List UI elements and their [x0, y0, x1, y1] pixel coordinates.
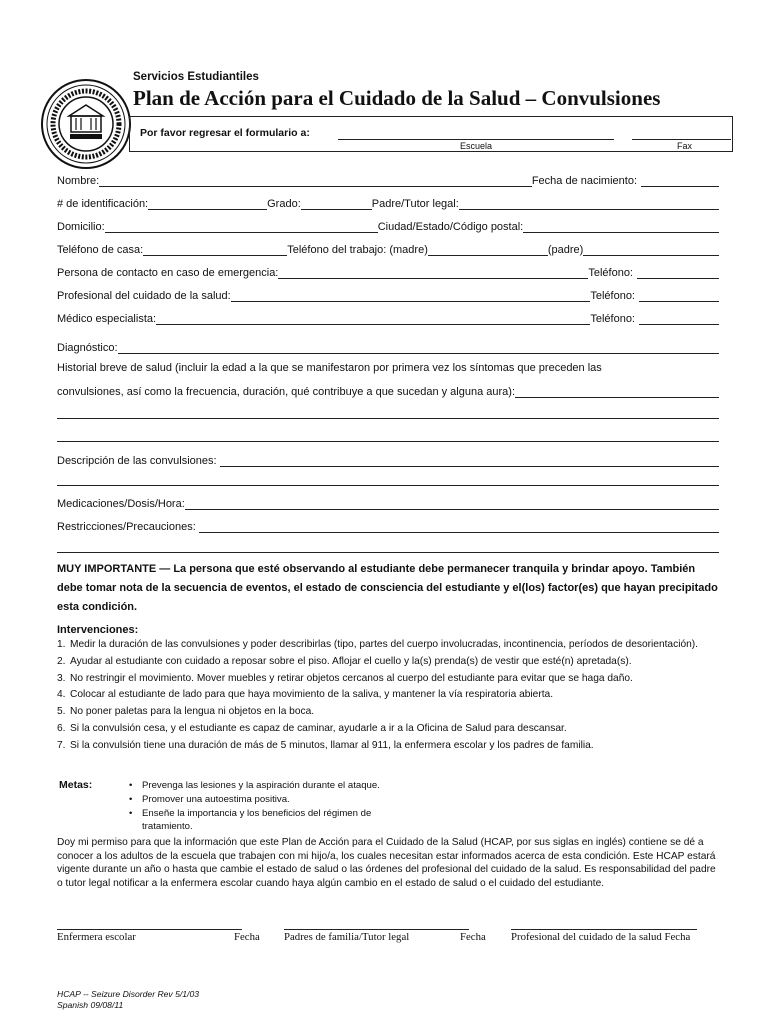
history-line-3[interactable] — [57, 441, 719, 442]
restrictions-label: Restricciones/Precauciones: — [57, 521, 196, 533]
medications-field[interactable] — [185, 497, 719, 510]
id-label: # de identificación: — [57, 198, 149, 210]
guardian-field[interactable] — [459, 197, 719, 210]
provider-phone-field[interactable] — [639, 289, 719, 302]
restrictions-field[interactable] — [199, 520, 719, 533]
row-diagnosis — [57, 338, 719, 354]
parent-date-label: Fecha — [460, 931, 486, 943]
provider-signature-label: Profesional del cuidado de la salud Fecha — [511, 931, 691, 943]
dob-label: Fecha de nacimiento: — [531, 175, 637, 187]
diagnosis-field[interactable] — [118, 341, 719, 354]
row-name — [57, 171, 719, 187]
intervention-item: 2. Ayudar al estudiante con cuidado a reposar sobre el piso. Aflojar el cuello y la(s) prenda(s) de vestir que esté(n) apretada(s). — [57, 655, 632, 667]
nurse-date-label: Fecha — [234, 931, 260, 943]
intervention-item: 6. Si la convulsión cesa, y el estudiante es capaz de caminar, ayudarle a ir a la Oficina de Salud para descansar. — [57, 722, 567, 734]
specialist-phone-label: Teléfono: — [590, 313, 635, 325]
address-field[interactable] — [105, 220, 378, 233]
home-phone-label: Teléfono de casa: — [57, 244, 144, 256]
specialist-field[interactable] — [156, 312, 590, 325]
emergency-field[interactable] — [278, 266, 588, 279]
father-phone-field[interactable] — [583, 243, 719, 256]
provider-label: Profesional del cuidado de la salud: — [57, 290, 231, 302]
form-revision-footer — [57, 989, 199, 1011]
mother-phone-field[interactable] — [428, 243, 548, 256]
school-input-line[interactable] — [338, 139, 614, 140]
important-notice: MUY IMPORTANTE — La persona que esté observando al estudiante debe permanecer tranquila y brindar apoyo. También debe tomar nota de la secuencia de eventos, el estado de consciencia del estudiante y el(los) factor(es) que hayan precipitado esta condición. — [57, 563, 718, 613]
district-seal-logo — [40, 78, 132, 170]
intervention-item: 5. No poner paletas para la lengua ni objetos en la boca. — [57, 706, 315, 718]
goals-list — [129, 779, 399, 834]
provider-field[interactable] — [231, 289, 591, 302]
name-label: Nombre: — [57, 175, 100, 187]
interventions-title: Intervenciones: — [57, 624, 139, 636]
emergency-phone-label: Teléfono: — [588, 267, 633, 279]
consent-paragraph: Doy mi permiso para que la información que este Plan de Acción para el Cuidado de la Salud (HCAP, por sus siglas en inglés) contiene se dé a conocer a los adultos de la escuela que trabajen con mi hijo/a, los cuales necesitan estar informados acerca de esta condición. Este HCAP estará vigente durante un año o hasta que cambie el estado de salud o las órdenes del profesional del cuidado de la salud. Es responsabilidad del padre o tutor legal notificar a la enfermera escolar cuando haya algún cambio en el estado de salud o el cuidado del estudiante. — [57, 837, 716, 889]
intervention-item: 3. No restringir el movimiento. Mover muebles y retirar objetos cercanos al cuerpo del estudiante para evitar que se haga daño. — [57, 672, 633, 684]
id-field[interactable] — [148, 197, 267, 210]
row-address — [57, 217, 719, 233]
dob-field[interactable] — [641, 174, 719, 187]
fax-caption: Fax — [677, 141, 693, 151]
interventions-list — [57, 638, 722, 756]
work-phone-label: Teléfono del trabajo: (madre) — [287, 244, 428, 256]
return-form-label: Por favor regresar el formulario a: — [140, 127, 310, 139]
grade-field[interactable] — [301, 197, 372, 210]
specialist-phone-field[interactable] — [639, 312, 719, 325]
history-label-line1: Historial breve de salud (incluir la edad a la que se manifestaron por primera vez los síntomas que preceden las — [57, 362, 602, 374]
name-field[interactable] — [99, 174, 532, 187]
row-description — [57, 451, 719, 467]
school-caption: Escuela — [460, 141, 493, 151]
address-label: Domicilio: — [57, 221, 105, 233]
history-label-line2: convulsiones, así como la frecuencia, duración, qué contribuye a que sucedan y alguna aura): — [57, 386, 516, 398]
intervention-item: 1. Medir la duración de las convulsiones y poder describirlas (tipo, partes del cuerpo involucradas, incontinencia, períodos de desorientación). — [57, 639, 699, 650]
revision-line: HCAP -- Seizure Disorder Rev 5/1/03 — [57, 989, 200, 999]
spanish-version-line: Spanish 09/08/11 — [57, 1000, 124, 1010]
guardian-label: Padre/Tutor legal: — [371, 198, 459, 210]
parent-signature-line[interactable] — [284, 929, 469, 930]
history-line-2[interactable] — [57, 418, 719, 419]
goal-item: • Promover una autoestima positiva. — [129, 793, 399, 806]
home-phone-field[interactable] — [143, 243, 287, 256]
goals-label: Metas: — [59, 779, 93, 791]
city-label: Ciudad/Estado/Código postal: — [377, 221, 524, 233]
row-provider — [57, 286, 719, 302]
diagnosis-label: Diagnóstico: — [57, 342, 118, 354]
page-title: Plan de Acción para el Cuidado de la Salud – Convulsiones — [133, 86, 661, 110]
description-line-2[interactable] — [57, 485, 719, 486]
intervention-item: 4. Colocar al estudiante de lado para que haya movimiento de la saliva, y mantener la vía respiratoria abierta. — [57, 689, 554, 701]
emergency-label: Persona de contacto en caso de emergencia: — [57, 267, 279, 279]
restrictions-line-2[interactable] — [57, 552, 719, 553]
row-restrictions — [57, 517, 719, 533]
grade-label: Grado: — [267, 198, 301, 210]
department-label: Servicios Estudiantiles — [133, 71, 259, 83]
goal-item: • Enseñe la importancia y los beneficios del régimen de tratamiento. — [129, 807, 399, 833]
provider-signature-line[interactable] — [511, 929, 697, 930]
row-id — [57, 194, 719, 210]
nurse-signature-label: Enfermera escolar — [57, 931, 136, 943]
nurse-signature-line[interactable] — [57, 929, 242, 930]
description-label: Descripción de las convulsiones: — [57, 455, 217, 467]
row-phones — [57, 240, 719, 256]
fax-input-line[interactable] — [632, 139, 731, 140]
row-specialist — [57, 309, 719, 325]
row-emergency — [57, 263, 719, 279]
intervention-item: 7. Si la convulsión tiene una duración de más de 5 minutos, llamar al 911, la enfermera escolar y los padres de familia. — [57, 739, 594, 751]
description-field[interactable] — [220, 454, 719, 467]
father-label: (padre) — [547, 244, 584, 256]
history-field[interactable] — [515, 385, 719, 398]
city-field[interactable] — [523, 220, 719, 233]
specialist-label: Médico especialista: — [57, 313, 157, 325]
medications-label: Medicaciones/Dosis/Hora: — [57, 498, 185, 510]
goal-item: • Prevenga las lesiones y la aspiración durante el ataque. — [129, 779, 399, 792]
emergency-phone-field[interactable] — [637, 266, 719, 279]
row-medications — [57, 494, 719, 510]
parent-signature-label: Padres de familia/Tutor legal — [284, 931, 410, 943]
row-history — [57, 382, 719, 398]
provider-phone-label: Teléfono: — [590, 290, 635, 302]
